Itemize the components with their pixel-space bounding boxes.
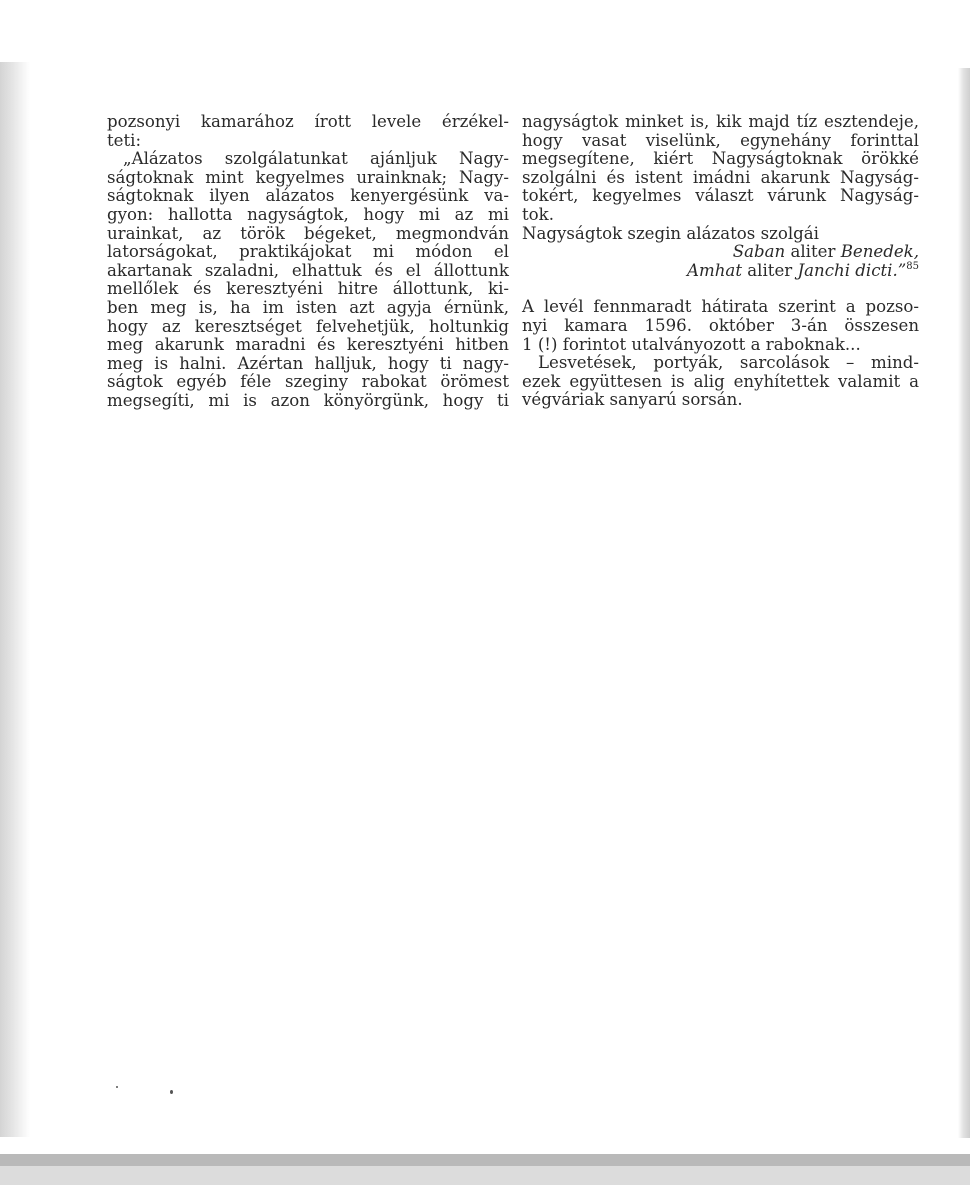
text-line: megsegíti, mi is azon könyörgünk, hogy ti xyxy=(107,390,509,410)
text-line: mellőlek és keresztyéni hitre állottunk, ki- xyxy=(107,279,509,299)
signature-line xyxy=(522,262,919,281)
text-line: végváriak sanyarú sorsán. xyxy=(522,390,743,410)
signature-aliter: aliter xyxy=(747,260,793,280)
signature-name: Benedek, xyxy=(840,242,919,262)
text-line: nagyságtok minket is, kik majd tíz esztendeje, xyxy=(522,112,919,131)
text-line: akartanak szaladni, elhattuk és el állottunk xyxy=(107,260,509,280)
text-line: hogy az keresztséget felvehetjük, holtunkig xyxy=(107,316,509,336)
text-line: ságtoknak ilyen alázatos kenyergésünk va- xyxy=(107,186,509,206)
text-line: 1 (!) forintot utalványozott a raboknak... xyxy=(522,334,861,354)
text-line: urainkat, az török bégeket, megmondván xyxy=(107,223,509,243)
scan-speck xyxy=(116,1086,118,1088)
text-line: szolgálni és istent imádni akarunk Nagyság- xyxy=(522,167,919,187)
text-line: ben meg is, ha im isten azt agyja érnünk, xyxy=(107,297,509,317)
text-line: latorságokat, praktikájokat mi módon el xyxy=(107,242,509,262)
letter-closing: Nagyságtok szegin alázatos szolgái xyxy=(522,223,819,243)
text-line: ságtoknak mint kegyelmes urainknak; Nagy- xyxy=(107,167,509,187)
signature-line xyxy=(522,243,919,262)
text-line: Lesvetések, portyák, sarcolások – mind- xyxy=(538,353,919,373)
text-line: pozsonyi kamarához írott levele érzékel- xyxy=(107,112,509,131)
paragraph-gap xyxy=(522,280,919,298)
signature-aliter: aliter xyxy=(790,242,836,262)
left-text-column xyxy=(107,113,509,411)
text-line: tokért, kegyelmes választ várunk Nagyság- xyxy=(522,186,919,206)
text-line: ságtok egyéb féle szeginy rabokat örömest xyxy=(107,372,509,392)
signature-name: Amhat xyxy=(687,260,742,280)
scan-right-shadow xyxy=(958,68,970,1138)
text-line: teti: xyxy=(107,130,142,150)
text-line: tok. xyxy=(522,204,554,224)
text-line: „Alázatos szolgálatunkat ajánljuk Nagy- xyxy=(123,149,509,169)
scan-left-shadow xyxy=(0,62,30,1137)
text-line: hogy vasat viselünk, egynehány forinttal xyxy=(522,130,919,150)
signature-name: Saban xyxy=(732,242,786,262)
scan-bottom-background xyxy=(0,1166,970,1185)
text-line: nyi kamara 1596. október 3-án összesen xyxy=(522,315,919,335)
right-text-column xyxy=(522,113,919,410)
text-line: ezek együttesen is alig enyhítettek valamit a xyxy=(522,371,919,391)
text-line: gyon: hallotta nagyságtok, hogy mi az mi xyxy=(107,204,509,224)
scan-bottom-edge xyxy=(0,1154,970,1166)
text-line: meg is halni. Azértan halljuk, hogy ti nagy- xyxy=(107,353,509,373)
scan-speck xyxy=(170,1090,173,1094)
footnote-marker: 85 xyxy=(906,260,919,272)
text-line: meg akarunk maradni és keresztyéni hitben xyxy=(107,335,509,355)
signature-name: Janchi dicti.” xyxy=(797,260,907,280)
text-line: megsegítene, kiért Nagyságtoknak örökké xyxy=(522,149,919,169)
text-line: A levél fennmaradt hátirata szerint a pozso- xyxy=(522,297,919,317)
